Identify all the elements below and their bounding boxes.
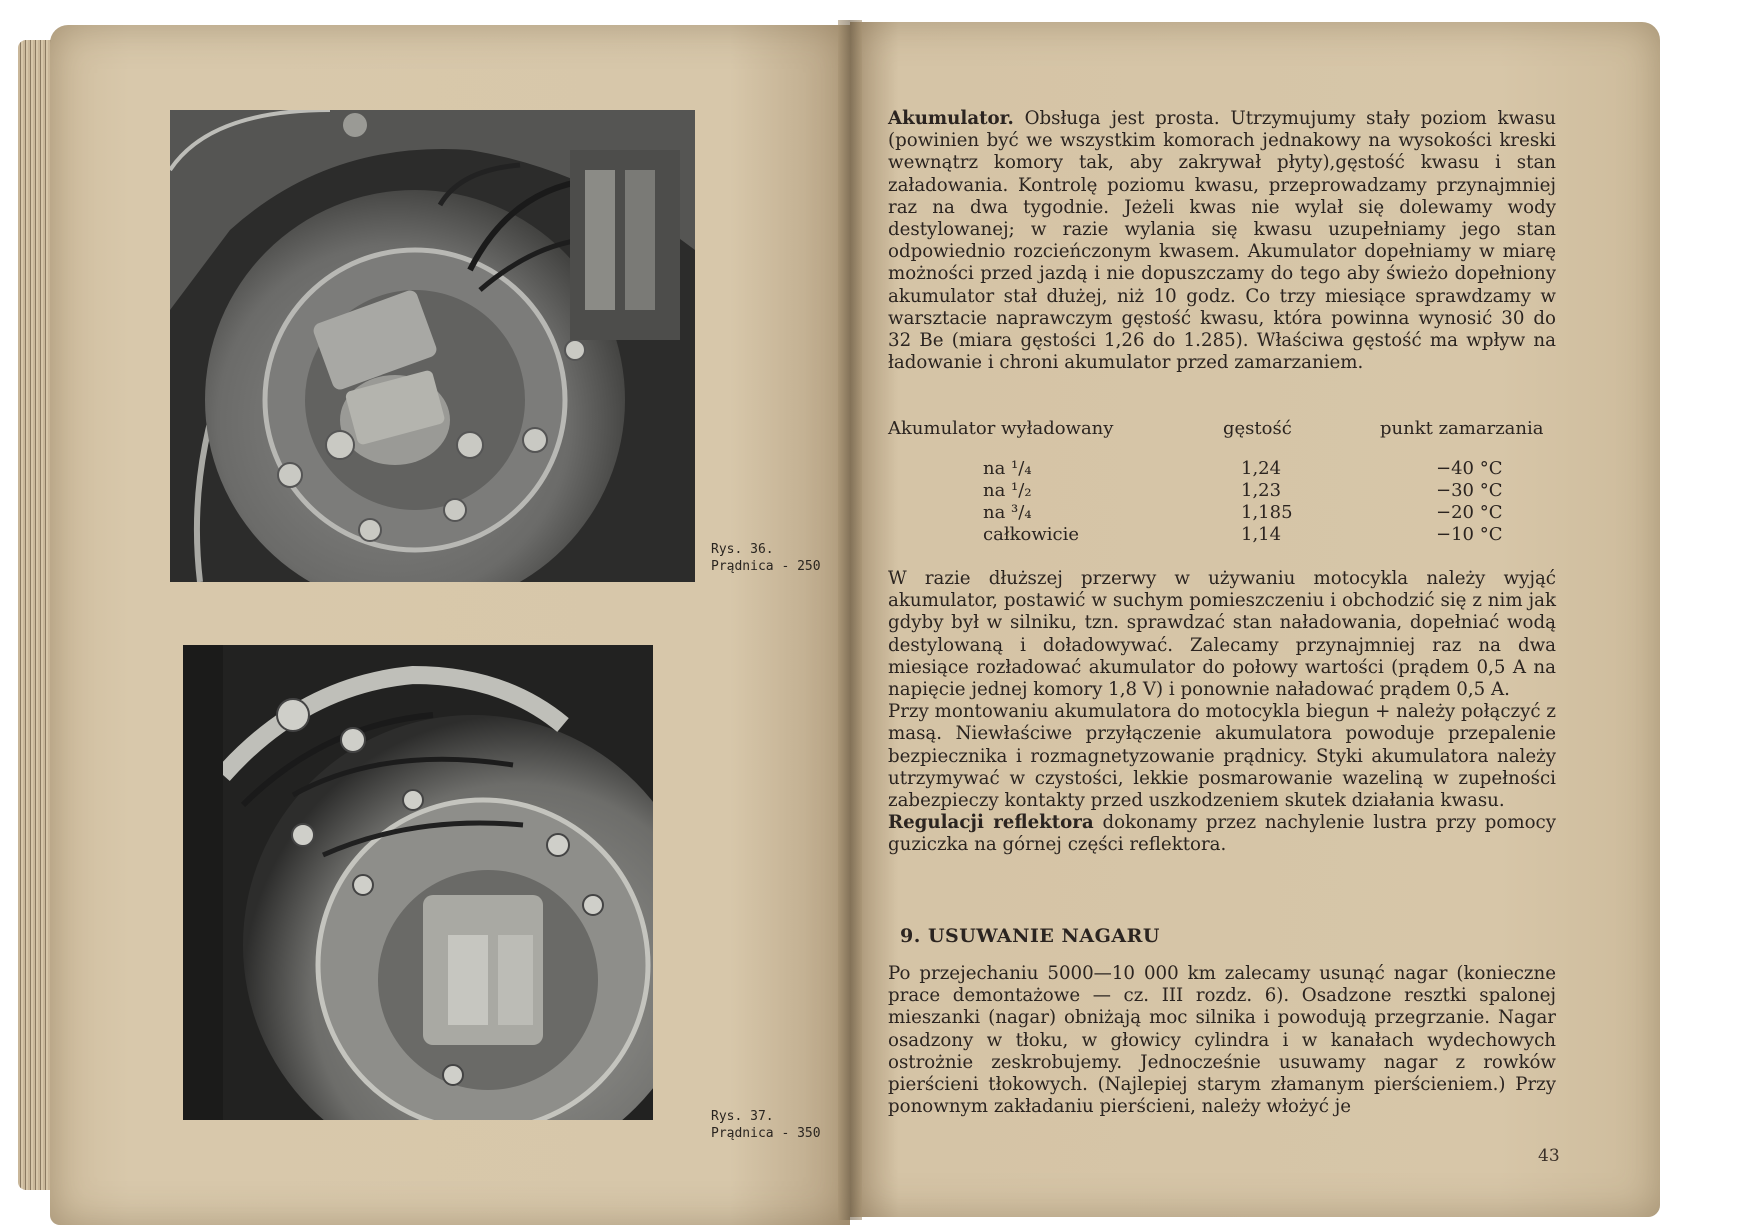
generator-250-illustration (170, 110, 695, 582)
carbon-removal-paragraph (888, 963, 1556, 1118)
battery-body: Obsługa jest prosta. Utrzymujumy stały poziom kwasu (powinien być we wszystkim komorach jednakowy na wysokości kreski wewnątrz komory tak, aby zakrywał płyty),gęstość kwasu i stan załadowania. Kontrolę poziomu kwasu, przeprowadzamy przynajmniej raz na dwa tygodnie. Jeżeli kwas nie wylał się dolewamy wody destylowanej; w razie wylania się kwasu uzupełniamy jego stan odpowiednio rozcieńczonym kwasem. Akumulator dopełniamy w miarę możności przed jazdą i nie dopuszczamy do tego aby świeżo dopełniony akumulator stał dłużej, niż 10 godz. Co trzy miesiące sprawdzamy w warsztacie naprawczym gęstość kwasu, która powinna wynosić 30 do 32 Be (miara gęstości 1,26 do 1.285). Właściwa gęstość ma wpływ na ładowanie i chroni akumulator przed zamarzaniem. (888, 108, 1556, 374)
cell-state: na ¹/₄ (983, 458, 1032, 479)
cell-freezing: −10 °C (1436, 524, 1503, 545)
cell-state: całkowicie (983, 524, 1080, 545)
table-row (888, 458, 1558, 480)
cell-density: 1,24 (1241, 458, 1282, 479)
battery-lead: Akumulator. (888, 108, 1014, 129)
section-heading: 9. USUWANIE NAGARU (900, 925, 1160, 947)
table-row (888, 524, 1558, 546)
figure-36-title: Prądnica - 250 (711, 559, 821, 574)
battery-density-table (888, 418, 1558, 546)
cell-state: na ³/₄ (983, 502, 1032, 523)
cell-density: 1,185 (1241, 502, 1293, 523)
table-header-row (888, 418, 1558, 458)
figure-37-generator-photo (183, 645, 653, 1120)
figure-37-title: Prądnica - 350 (711, 1126, 821, 1141)
figure-36-generator-photo (170, 110, 695, 582)
cell-freezing: −20 °C (1436, 502, 1503, 523)
mounting-body: Przy montowaniu akumulatora do motocykla biegun + należy połączyć z masą. Niewłaściwe przyłączenie akumulatora powoduje przepalenie bezpiecznika i rozmagnetyzowanie prądnicy. Styki akumulatora należy utrzymywać w czystości, lekkie posmarowanie wazeliną w zupełności zabezpieczy kontakty przed uszkodzeniem skutek działania kwasu. (888, 701, 1556, 812)
figure-36-label: Rys. 36. (711, 542, 774, 557)
cell-density: 1,23 (1241, 480, 1282, 501)
figure-37-caption (711, 1108, 821, 1142)
book-gutter (838, 20, 862, 1220)
table-row (888, 480, 1558, 502)
cell-state: na ¹/₂ (983, 480, 1032, 501)
cell-density: 1,14 (1241, 524, 1282, 545)
figure-36-caption (711, 541, 821, 575)
generator-350-illustration (183, 645, 653, 1120)
header-density: gęstość (1223, 418, 1292, 439)
figure-37-label: Rys. 37. (711, 1109, 774, 1124)
header-discharged: Akumulator wyładowany (888, 418, 1114, 439)
headlight-lead: Regulacji reflektora (888, 812, 1094, 834)
storage-paragraph (888, 568, 1556, 857)
cell-freezing: −30 °C (1436, 480, 1503, 501)
headlight-body: dokonamy przez nachylenie lustra przy pomocy guziczka na górnej części reflektora. (888, 812, 1556, 856)
header-freezing-point: punkt zamarzania (1380, 418, 1544, 439)
carbon-removal-body: Po przejechaniu 5000—10 000 km zalecamy usunąć nagar (konieczne prace demontażowe — cz. III rozdz. 6). Osadzone resztki spalonej mieszanki (nagar) obniżają moc silnika i powodują przegrzanie. Nagar osadzony w tłoku, w głowicy cylindra i w kanałach wydechowych ostrożnie zeskrobujemy. Jednocześnie usuwamy nagar z rowków pierścieni tłokowych. (Najlepiej starym złamanym pierścieniem.) Przy ponownym zakładaniu pierścieni, należy włożyć je (888, 963, 1556, 1118)
battery-paragraph (888, 108, 1556, 374)
cell-freezing: −40 °C (1436, 458, 1503, 479)
page-number: 43 (1538, 1146, 1560, 1166)
table-row (888, 502, 1558, 524)
storage-body: W razie dłuższej przerwy w używaniu motocykla należy wyjąć akumulator, postawić w suchym pomieszczeniu i obchodzić się z nim jak gdyby był w silniku, tzn. sprawdzać stan naładowania, dopełniać wodą destylowaną i doładowywać. Zalecamy przynajmniej raz na dwa miesiące rozładować akumulator do połowy wartości (prądem 0,5 A na napięcie jednej komory 1,8 V) i ponownie naładować prądem 0,5 A. (888, 568, 1556, 701)
